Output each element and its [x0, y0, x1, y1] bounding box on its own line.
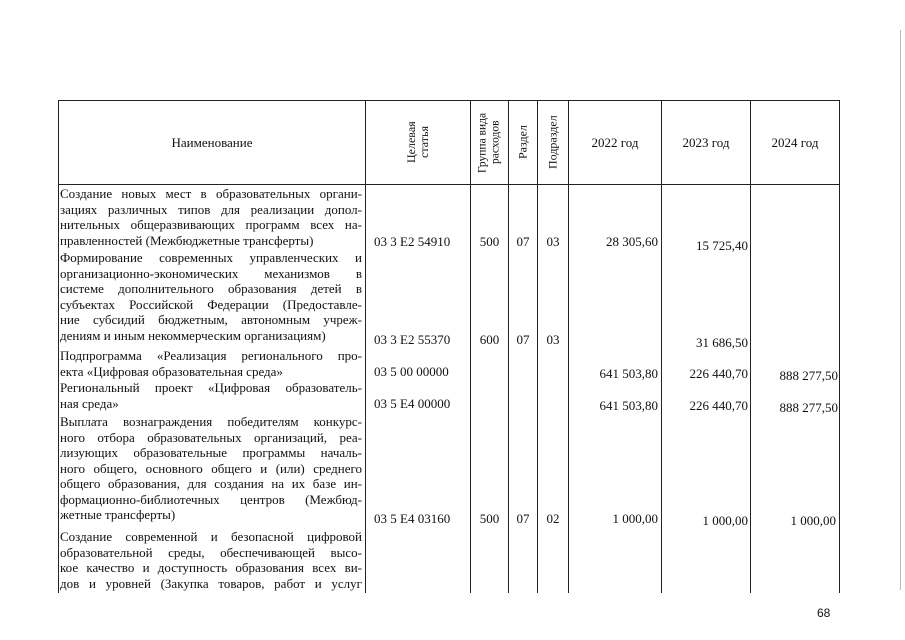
row-value-2022: 641 503,80 — [599, 366, 658, 381]
row-value-2023: 1 000,00 — [702, 513, 748, 528]
header-bottom-border — [58, 184, 840, 185]
row-subsection: 02 — [546, 511, 560, 526]
header-2022: 2022 год — [591, 134, 639, 150]
header-2024: 2024 год — [771, 134, 819, 150]
page-number: 68 — [817, 606, 831, 620]
row-target-code: 03 3 E2 54910 — [374, 234, 451, 249]
row-value-2024: 888 277,50 — [779, 368, 838, 383]
row-name: Региональный проект «Цифровая образователь- ная среда» — [60, 380, 362, 411]
row-name: Создание современной и безопасной цифровой образовательной среды, обеспечивающей высо- кое качество и доступность образования всех ви- дов и уровней (Закупка товаров, работ и услуг — [60, 529, 362, 591]
row-name: Выплата вознаграждения победителям конкурс- ного отбора образовательных организаций, реа- лизующих образовательные программы началь- ного общего, основного общего и (или) среднего общего образования, для создания на их базе ин- формационно-библиотечных центров (Межбюд- жетные трансферты) — [60, 414, 362, 522]
row-subsection: 03 — [546, 234, 560, 249]
row-name: Формирование современных управленческих и организационно-экономических механизмов в системе дополнительного образования детей в субъектах Российской Федерации (Предоставле- ние субсидий бюджетным, автономным учреж- дениям и иным некоммерческим организациям) — [60, 250, 362, 343]
row-target-code: 03 5 00 00000 — [374, 364, 449, 379]
row-section: 07 — [516, 332, 530, 347]
row-value-2023: 31 686,50 — [696, 335, 748, 350]
row-subsection: 03 — [546, 332, 560, 347]
row-name: Создание новых мест в образовательных органи- зациях различных типов для реализации допол- нительных общеразвивающих программ всех на- правленностей (Межбюджетные трансферты) — [60, 186, 362, 248]
header-name: Наименование — [171, 134, 253, 150]
row-name: Подпрограмма «Реализация регионального про- екта «Цифровая образовательная среда» — [60, 348, 362, 379]
row-value-2024: 888 277,50 — [779, 400, 838, 415]
header-2023: 2023 год — [682, 134, 730, 150]
scan-edge — [900, 30, 901, 590]
header-expense-group: Группа вида расходов — [476, 112, 502, 173]
header-section: Раздел — [515, 125, 530, 160]
row-target-code: 03 5 E4 00000 — [374, 396, 451, 411]
row-section: 07 — [516, 234, 530, 249]
row-target-code: 03 5 E4 03160 — [374, 511, 451, 526]
row-value-2022: 641 503,80 — [599, 398, 658, 413]
row-target-code: 03 3 E2 55370 — [374, 332, 451, 347]
row-group: 500 — [479, 511, 500, 526]
col-border — [839, 100, 840, 593]
row-value-2023: 226 440,70 — [689, 398, 748, 413]
row-group: 600 — [479, 332, 500, 347]
row-value-2023: 15 725,40 — [696, 238, 748, 253]
row-value-2022: 28 305,60 — [606, 234, 658, 249]
row-section: 07 — [516, 511, 530, 526]
row-group: 500 — [479, 234, 500, 249]
header-subsection: Подраздел — [545, 115, 560, 170]
row-value-2022: 1 000,00 — [612, 511, 658, 526]
row-value-2023: 226 440,70 — [689, 366, 748, 381]
row-value-2024: 1 000,00 — [790, 513, 836, 528]
header-target-article: Целевая статья — [404, 121, 431, 164]
